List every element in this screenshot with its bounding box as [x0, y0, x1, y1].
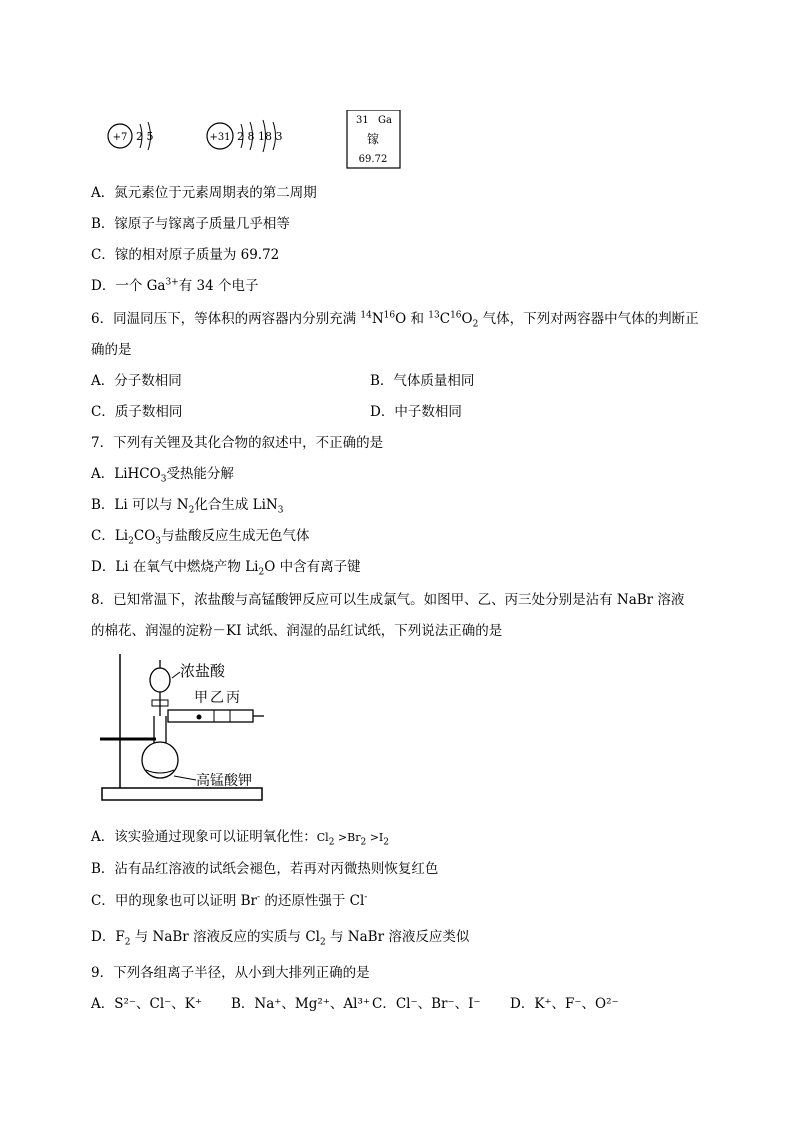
q9-option-b: B．Na⁺、Mg²⁺、Al³⁺: [231, 996, 371, 1012]
ga-symbol: Ga: [378, 115, 392, 126]
q8-stem-line1: 8．已知常温下，浓盐酸与高锰酸钾反应可以生成氯气。如图甲、乙、丙三处分别是沾有 NaBr 溶液: [91, 592, 685, 608]
atomic-structure-figures: [100, 110, 430, 170]
q9-option-c: C．Cl⁻、Br⁻、I⁻: [372, 996, 481, 1012]
q5-option-d: D．一个 $Ga^{3+}$有 34 个电子: [91, 277, 259, 294]
q6-option-a: A．分子数相同: [91, 373, 182, 389]
q9-option-d: D．K⁺、F⁻、O²⁻: [510, 996, 619, 1012]
q8-option-d: D．$F_2$ 与 NaBr 溶液反应的实质与 $Cl_2$ 与 NaBr 溶液反应类似: [91, 929, 470, 948]
ga-mass: 69.72: [358, 154, 388, 165]
n-shell-label: 2 5: [136, 130, 154, 143]
label-bing: 丙: [226, 690, 240, 706]
ga-atomic-number: 31: [356, 115, 369, 126]
q8-option-c: C．甲的现象也可以证明 Br- 的还原性强于 Cl-: [91, 892, 368, 909]
q6-option-b: B．气体质量相同: [370, 373, 475, 389]
q8-option-a: A．该实验通过现象可以证明氧化性：$Cl_2 >Br_2 >I_2$: [91, 829, 390, 848]
n-nucleus-label: +7: [112, 132, 128, 143]
q7-option-d: D．Li 在氧气中燃烧产物 $Li_2O$ 中含有离子键: [91, 559, 361, 578]
stand-base: [102, 788, 262, 800]
q7-stem: 7．下列有关锂及其化合物的叙述中，不正确的是: [91, 435, 384, 451]
q7-option-b: B．Li 可以与 $N_2$化合生成 LiN$_3$: [91, 497, 284, 516]
q5-option-a: A．氮元素位于元素周期表的第二周期: [91, 185, 317, 201]
q7-option-a: A．LiHCO$_3$受热能分解: [91, 466, 234, 485]
q9-option-a: A．S²⁻、Cl⁻、K⁺: [91, 996, 203, 1012]
label-jia: 甲: [194, 690, 208, 706]
q6-option-c: C．质子数相同: [91, 404, 183, 420]
q7-option-c: C．$Li_2CO_3$与盐酸反应生成无色气体: [91, 528, 310, 547]
q9-stem: 9．下列各组离子半径，从小到大排列正确的是: [91, 965, 370, 981]
label-kmno4: 高锰酸钾: [196, 773, 252, 789]
q6-option-d: D．中子数相同: [370, 404, 462, 420]
q8-option-b: B．沾有品红溶液的试纸会褪色，若再对丙微热则恢复红色: [91, 861, 439, 877]
ga-nucleus-label: +31: [209, 132, 231, 143]
label-conc-hcl: 浓盐酸: [180, 662, 226, 680]
separatory-funnel: [150, 668, 170, 692]
q5-option-c: C．镓的相对原子质量为 69.72: [91, 247, 280, 263]
q6-stem: 6．同温同压下，等体积的两容器内分别充满 $^{14}N^{16}O$ 和 $^{13}C^{16}O_2$ 气体，下列对两容器中气体的判断正: [91, 310, 699, 330]
ga-name: 镓: [366, 132, 380, 146]
q6-stem-line2: 确的是: [91, 342, 132, 358]
q5-option-b: B．镓原子与镓离子质量几乎相等: [91, 216, 290, 232]
chlorine-apparatus-figure: [96, 650, 266, 806]
ga-shell-label: 2 8 18 3: [237, 130, 283, 143]
reaction-tube: [168, 710, 253, 722]
q8-stem-line2: 的棉花、润湿的淀粉－KI 试纸、润湿的品红试纸，下列说法正确的是: [91, 623, 503, 639]
label-yi: 乙: [210, 690, 224, 706]
